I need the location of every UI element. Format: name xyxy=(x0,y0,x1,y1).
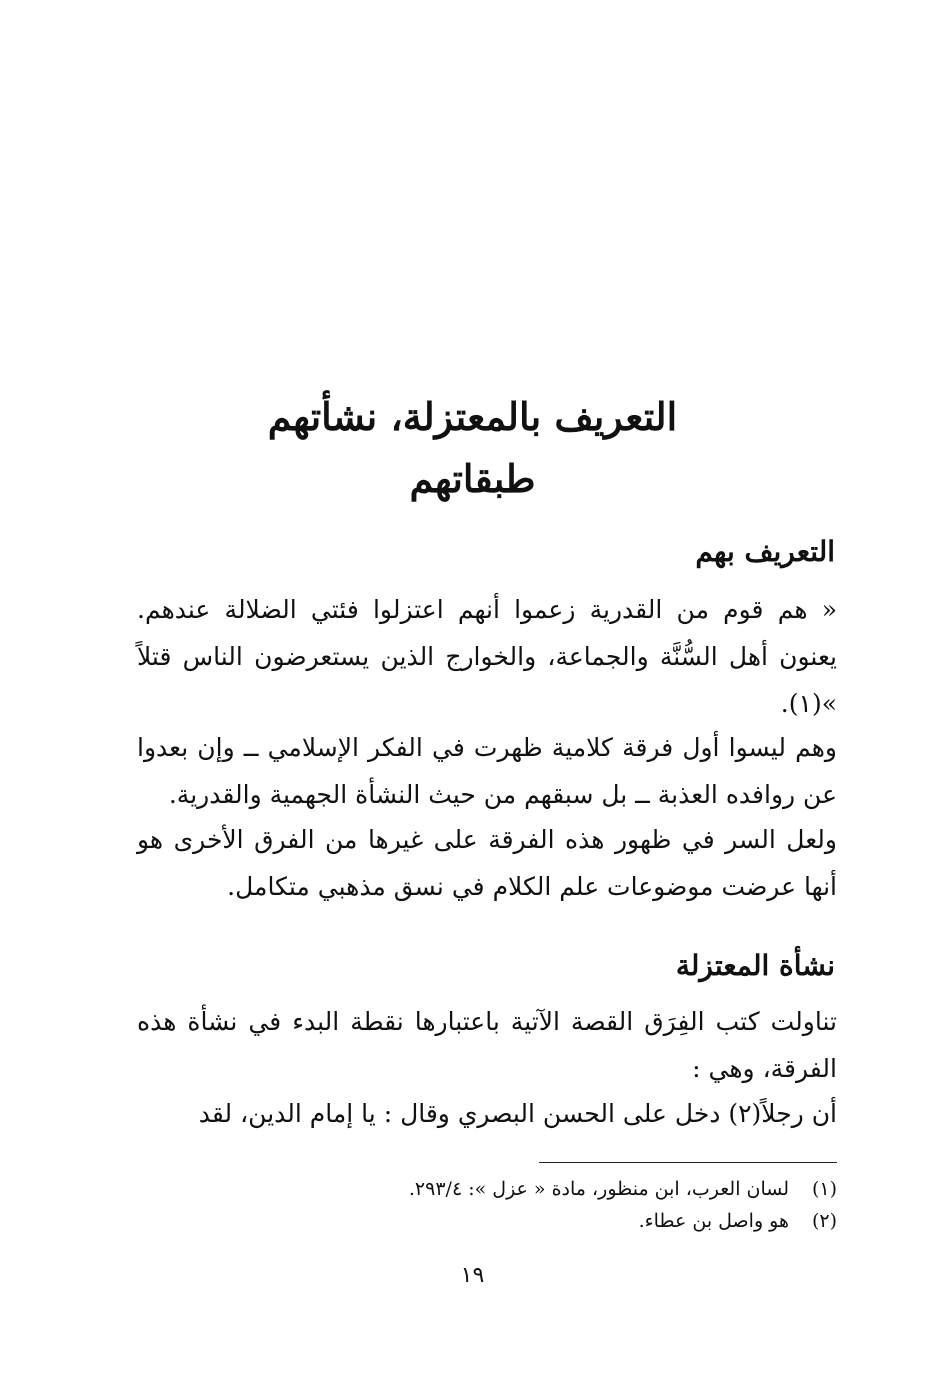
paragraph-origin-story-intro: تناولت كتب الفِرَق القصة الآتية باعتبارها نقطة البدء في نشأة هذه الفرقة، وهي : xyxy=(137,1007,837,1083)
paragraph-origin-story: أن رجلاً(٢) دخل على الحسن البصري وقال : يا إمام الدين، لقد xyxy=(198,1099,837,1128)
section-heading-definition: التعريف بهم xyxy=(695,535,835,568)
paragraph-first-sect: وهم ليسوا أول فرقة كلامية ظهرت في الفكر الإسلامي ــ وإن بعدوا عن روافده العذبة ــ بل سبقهم من حيث النشأة الجهمية والقدرية. xyxy=(137,733,837,809)
footnote-2-number: (٢) xyxy=(811,1210,837,1232)
footnote-1 xyxy=(409,1180,837,1199)
paragraph-secret: ولعل السر في ظهور هذه الفرقة على غيرها من الفرق الأخرى هو أنها عرضت موضوعات علم الكلام في نسق مذهبي متكامل. xyxy=(137,825,837,901)
footnote-separator xyxy=(539,1162,837,1163)
chapter-title-line-2: طبقاتهم xyxy=(409,456,536,501)
chapter-title-line-1: التعريف بالمعتزلة، نشأتهم xyxy=(267,394,678,439)
footnote-1-text: لسان العرب، ابن منظور، مادة « عزل »: ٢٩٣/٤. xyxy=(408,1178,789,1200)
section-heading-origin: نشأة المعتزلة xyxy=(675,949,835,982)
page-number: ١٩ xyxy=(460,1263,485,1288)
footnote-1-number: (١) xyxy=(811,1178,837,1200)
paragraph-quote-definition: « هم قوم من القدرية زعموا أنهم اعتزلوا فئتي الضلالة عندهم. يعنون أهل السُّنَّة والجماعة، والخوارج الذين يستعرضون الناس قتلاً »(١). xyxy=(137,595,837,718)
footnote-2-text: هو واصل بن عطاء. xyxy=(638,1210,789,1232)
footnote-2 xyxy=(639,1212,837,1231)
